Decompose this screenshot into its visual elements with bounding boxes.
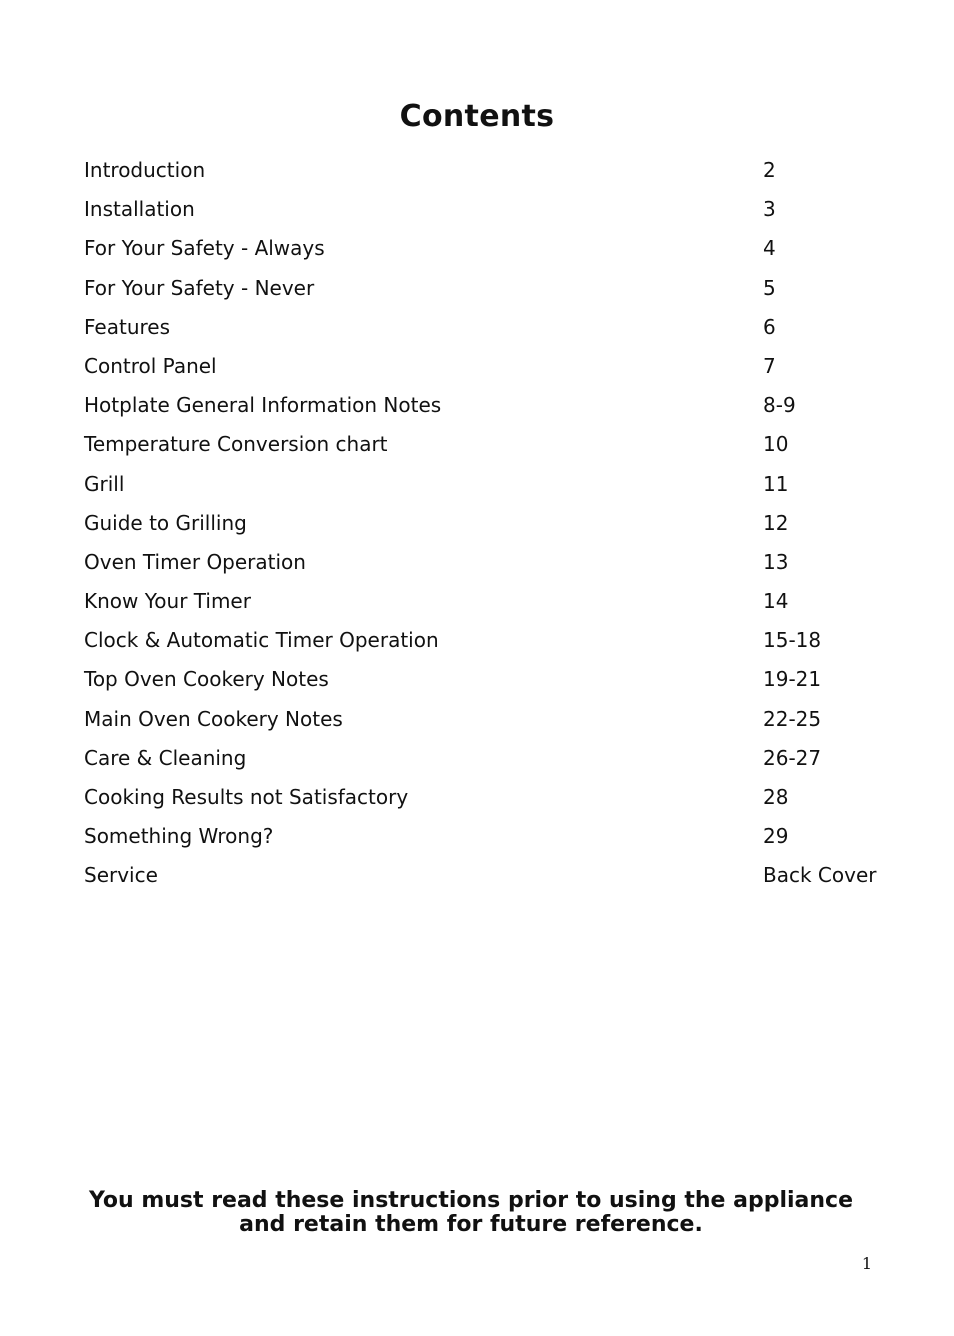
toc-entry-page: 13 bbox=[763, 549, 789, 574]
toc-entry-label: Guide to Grilling bbox=[84, 510, 247, 535]
toc-entry-label: Installation bbox=[84, 197, 195, 222]
toc-entry-page: 14 bbox=[763, 589, 789, 614]
toc-entry-label: Hotplate General Information Notes bbox=[84, 393, 442, 418]
toc-entry-page: 7 bbox=[763, 353, 776, 378]
toc-entry-page: 19-21 bbox=[763, 667, 822, 692]
toc-entry bbox=[84, 660, 884, 699]
toc-entry-label: Care & Cleaning bbox=[84, 745, 247, 770]
toc-entry-page: 28 bbox=[763, 785, 789, 809]
toc-entry-page: 5 bbox=[763, 275, 776, 300]
toc-entry bbox=[84, 229, 884, 268]
toc-entry bbox=[84, 308, 884, 347]
toc-entry-page: 2 bbox=[763, 158, 776, 182]
toc-entry bbox=[84, 856, 884, 895]
notice-line-1: You must read these instructions prior to using the appliance bbox=[88, 1188, 854, 1213]
toc-entry bbox=[84, 190, 884, 229]
toc-entry-label: Grill bbox=[84, 471, 125, 496]
toc-entry-label: Features bbox=[84, 314, 170, 339]
toc-entry-label: Oven Timer Operation bbox=[84, 549, 306, 574]
toc-entry-label: For Your Safety - Never bbox=[84, 275, 315, 300]
toc-entry-label: Control Panel bbox=[84, 353, 217, 378]
toc-entry-page: 29 bbox=[763, 824, 789, 849]
toc-entry-page: 11 bbox=[763, 471, 789, 496]
toc-entry-label: For Your Safety - Always bbox=[84, 236, 325, 261]
toc-entry bbox=[84, 582, 884, 621]
toc-entry-page: Back Cover bbox=[763, 863, 877, 888]
toc-entry bbox=[84, 778, 884, 817]
toc-entry bbox=[84, 425, 884, 464]
toc-entry-page: 10 bbox=[763, 432, 789, 457]
toc-entry bbox=[84, 465, 884, 504]
toc-entry-page: 15-18 bbox=[763, 628, 822, 653]
toc-entry-page: 4 bbox=[763, 236, 776, 261]
toc-entry bbox=[84, 386, 884, 425]
instructions-notice bbox=[0, 1189, 942, 1237]
toc-entry-page: 3 bbox=[763, 197, 776, 222]
toc-entry-label: Top Oven Cookery Notes bbox=[84, 667, 329, 692]
table-of-contents bbox=[84, 151, 884, 896]
toc-entry-label: Clock & Automatic Timer Operation bbox=[84, 628, 439, 653]
toc-entry-label: Main Oven Cookery Notes bbox=[84, 706, 343, 731]
toc-entry-label: Temperature Conversion chart bbox=[84, 432, 388, 457]
page-title: Contents bbox=[399, 99, 555, 135]
toc-entry bbox=[84, 739, 884, 778]
toc-entry-label: Know Your Timer bbox=[84, 589, 251, 614]
toc-entry bbox=[84, 269, 884, 308]
toc-entry-label: Something Wrong? bbox=[84, 824, 274, 849]
toc-entry-page: 26-27 bbox=[763, 745, 822, 770]
toc-entry-label: Introduction bbox=[84, 158, 206, 182]
toc-entry-page: 6 bbox=[763, 314, 776, 339]
toc-entry bbox=[84, 347, 884, 386]
toc-entry-page: 12 bbox=[763, 510, 789, 535]
toc-entry bbox=[84, 504, 884, 543]
toc-entry-page: 8-9 bbox=[763, 393, 796, 418]
toc-entry bbox=[84, 700, 884, 739]
page-number: 1 bbox=[861, 1254, 872, 1273]
notice-line-2: and retain them for future reference. bbox=[239, 1212, 703, 1237]
toc-entry-label: Service bbox=[84, 863, 158, 888]
toc-entry bbox=[84, 151, 884, 190]
toc-entry-label: Cooking Results not Satisfactory bbox=[84, 785, 409, 809]
toc-entry bbox=[84, 621, 884, 660]
toc-entry bbox=[84, 817, 884, 856]
toc-entry-page: 22-25 bbox=[763, 706, 822, 731]
toc-entry bbox=[84, 543, 884, 582]
